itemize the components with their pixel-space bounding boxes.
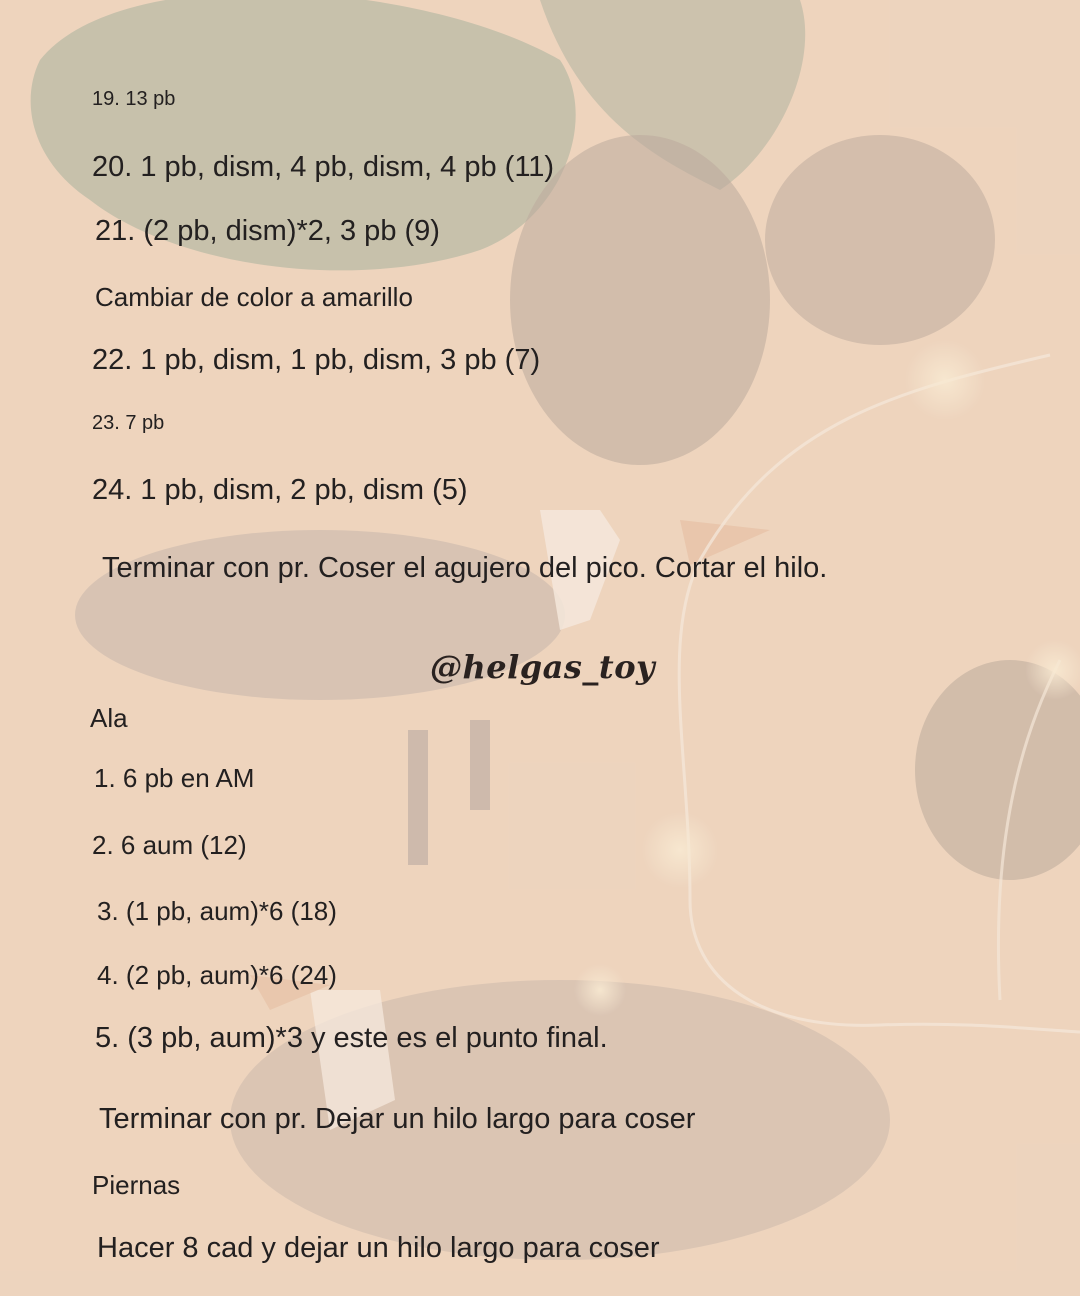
wing-row-3: 3. (1 pb, aum)*6 (18) — [97, 896, 337, 926]
wing-row-4: 4. (2 pb, aum)*6 (24) — [97, 960, 337, 990]
row-21: 21. (2 pb, dism)*2, 3 pb (9) — [95, 215, 440, 247]
wing-row-5: 5. (3 pb, aum)*3 y este es el punto final. — [95, 1022, 608, 1054]
legs-section-title: Piernas — [92, 1170, 181, 1200]
row-20: 20. 1 pb, dism, 4 pb, dism, 4 pb (11) — [92, 151, 555, 183]
color-change-note: Cambiar de color a amarillo — [95, 282, 413, 312]
watermark-handle: @helgas_toy — [430, 648, 656, 686]
row-24: 24. 1 pb, dism, 2 pb, dism (5) — [92, 474, 468, 506]
finish-wing-note: Terminar con pr. Dejar un hilo largo para coser — [99, 1103, 696, 1135]
row-23: 23. 7 pb — [92, 412, 165, 434]
legs-row-1: Hacer 8 cad y dejar un hilo largo para coser — [97, 1232, 660, 1264]
wing-section-title: Ala — [90, 703, 128, 733]
finish-head-note: Terminar con pr. Coser el agujero del pico. Cortar el hilo. — [102, 552, 828, 584]
row-19: 19. 13 pb — [92, 88, 176, 110]
row-22: 22. 1 pb, dism, 1 pb, dism, 3 pb (7) — [92, 344, 541, 376]
wing-row-1: 1. 6 pb en AM — [94, 763, 255, 793]
wing-row-2: 2. 6 aum (12) — [92, 830, 247, 860]
